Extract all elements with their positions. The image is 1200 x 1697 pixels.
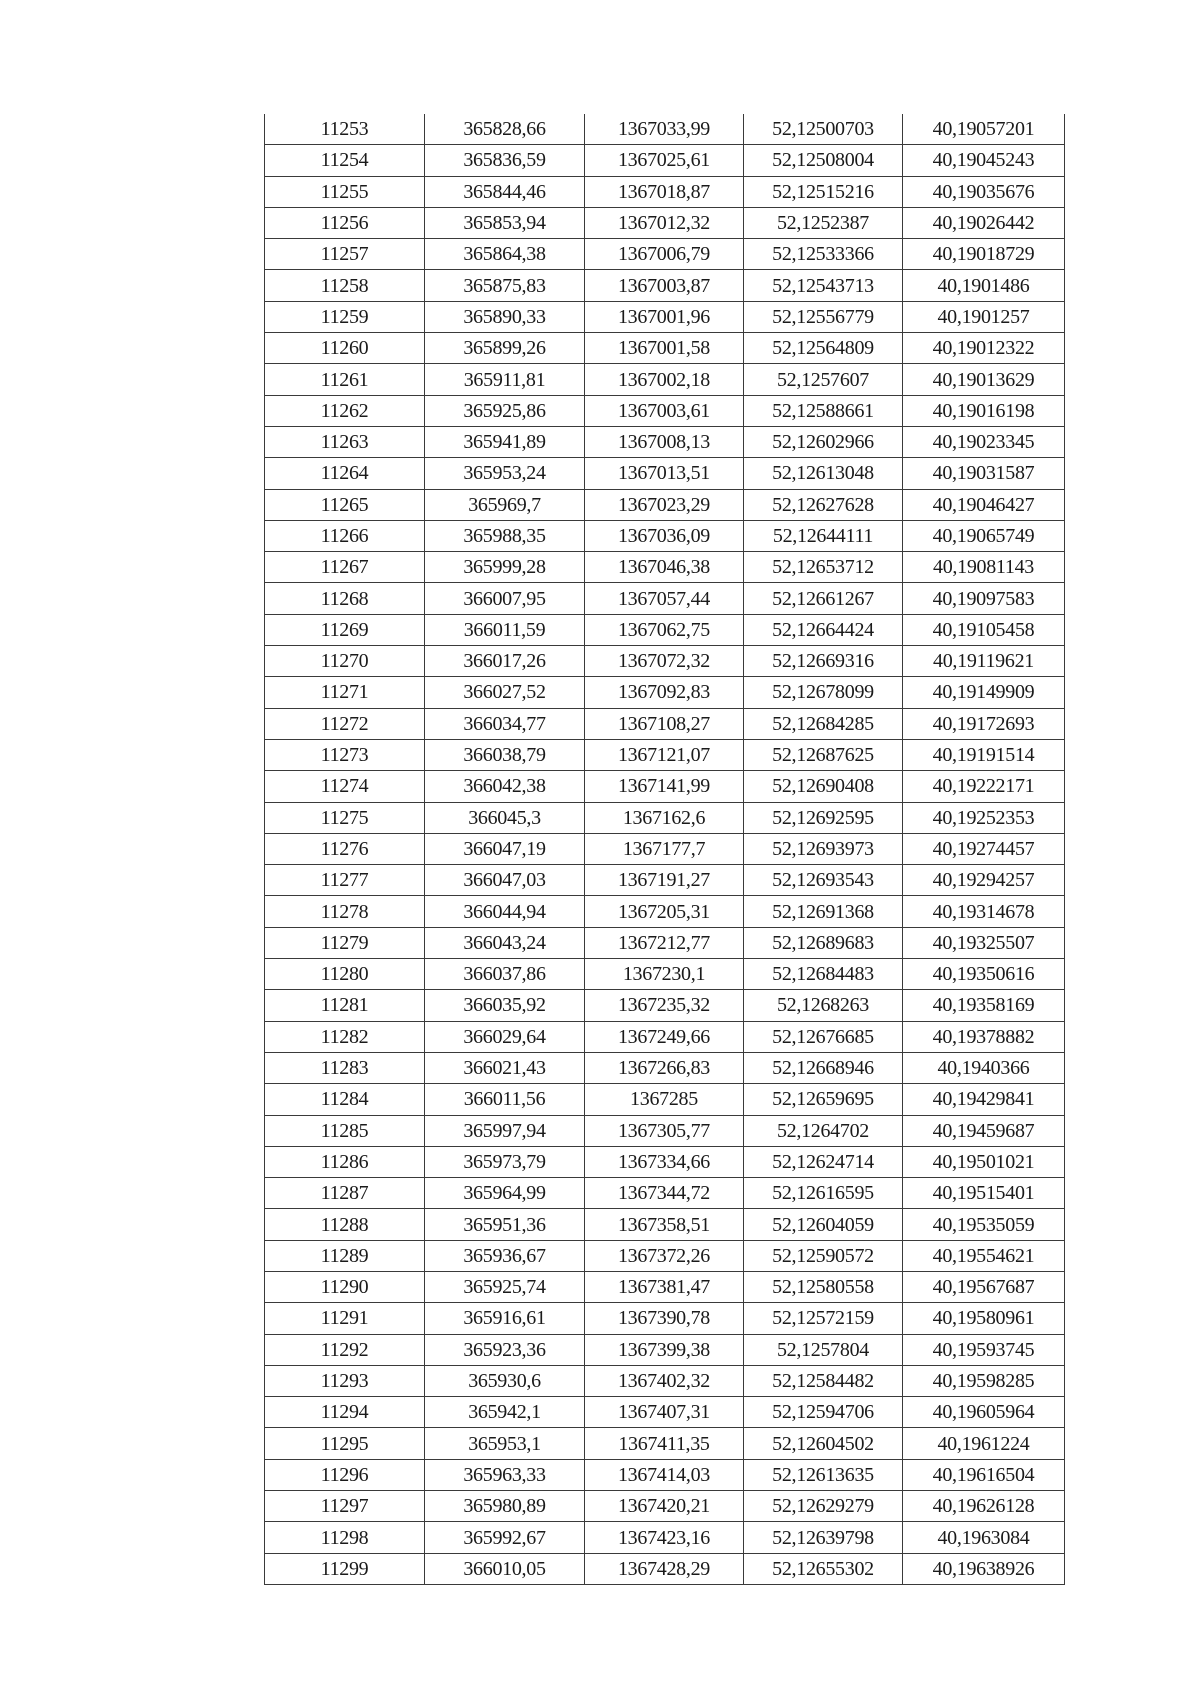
longitude-cell: 40,19515401 <box>903 1178 1065 1209</box>
latitude-cell: 52,12543713 <box>744 270 903 301</box>
table-row <box>265 614 1065 645</box>
y-coordinate-cell: 1367001,96 <box>585 301 744 332</box>
table-row <box>265 1115 1065 1146</box>
longitude-cell: 40,19593745 <box>903 1334 1065 1365</box>
x-coordinate-cell: 365925,86 <box>425 395 585 426</box>
x-coordinate-cell: 365997,94 <box>425 1115 585 1146</box>
longitude-cell: 40,19378882 <box>903 1021 1065 1052</box>
y-coordinate-cell: 1367002,18 <box>585 364 744 395</box>
table-row <box>265 364 1065 395</box>
longitude-cell: 40,19026442 <box>903 207 1065 238</box>
longitude-cell: 40,19314678 <box>903 896 1065 927</box>
x-coordinate-cell: 366044,94 <box>425 896 585 927</box>
point-number-cell: 11274 <box>265 771 425 802</box>
coordinates-table-body <box>265 114 1065 1584</box>
point-number-cell: 11275 <box>265 802 425 833</box>
point-number-cell: 11278 <box>265 896 425 927</box>
longitude-cell: 40,1901486 <box>903 270 1065 301</box>
longitude-cell: 40,19501021 <box>903 1146 1065 1177</box>
table-row <box>265 865 1065 896</box>
table-row <box>265 1178 1065 1209</box>
table-row <box>265 207 1065 238</box>
x-coordinate-cell: 365836,59 <box>425 145 585 176</box>
x-coordinate-cell: 365923,36 <box>425 1334 585 1365</box>
point-number-cell: 11260 <box>265 333 425 364</box>
longitude-cell: 40,19119621 <box>903 646 1065 677</box>
point-number-cell: 11262 <box>265 395 425 426</box>
longitude-cell: 40,19046427 <box>903 489 1065 520</box>
table-row <box>265 1084 1065 1115</box>
point-number-cell: 11255 <box>265 176 425 207</box>
x-coordinate-cell: 365942,1 <box>425 1397 585 1428</box>
latitude-cell: 52,12629279 <box>744 1491 903 1522</box>
y-coordinate-cell: 1367407,31 <box>585 1397 744 1428</box>
latitude-cell: 52,12639798 <box>744 1522 903 1553</box>
latitude-cell: 52,1257804 <box>744 1334 903 1365</box>
x-coordinate-cell: 365992,67 <box>425 1522 585 1553</box>
longitude-cell: 40,19065749 <box>903 520 1065 551</box>
y-coordinate-cell: 1367428,29 <box>585 1553 744 1584</box>
latitude-cell: 52,12588661 <box>744 395 903 426</box>
latitude-cell: 52,12644111 <box>744 520 903 551</box>
latitude-cell: 52,12664424 <box>744 614 903 645</box>
y-coordinate-cell: 1367372,26 <box>585 1240 744 1271</box>
latitude-cell: 52,12678099 <box>744 677 903 708</box>
point-number-cell: 11280 <box>265 959 425 990</box>
latitude-cell: 52,12604502 <box>744 1428 903 1459</box>
point-number-cell: 11288 <box>265 1209 425 1240</box>
table-row <box>265 927 1065 958</box>
longitude-cell: 40,19358169 <box>903 990 1065 1021</box>
latitude-cell: 52,12655302 <box>744 1553 903 1584</box>
latitude-cell: 52,1252387 <box>744 207 903 238</box>
point-number-cell: 11256 <box>265 207 425 238</box>
y-coordinate-cell: 1367006,79 <box>585 239 744 270</box>
table-row <box>265 176 1065 207</box>
latitude-cell: 52,12684285 <box>744 708 903 739</box>
latitude-cell: 52,12659695 <box>744 1084 903 1115</box>
y-coordinate-cell: 1367381,47 <box>585 1271 744 1302</box>
longitude-cell: 40,19016198 <box>903 395 1065 426</box>
x-coordinate-cell: 365864,38 <box>425 239 585 270</box>
longitude-cell: 40,19294257 <box>903 865 1065 896</box>
x-coordinate-cell: 365964,99 <box>425 1178 585 1209</box>
x-coordinate-cell: 366010,05 <box>425 1553 585 1584</box>
point-number-cell: 11272 <box>265 708 425 739</box>
table-row <box>265 990 1065 1021</box>
table-row <box>265 1365 1065 1396</box>
table-row <box>265 239 1065 270</box>
table-row <box>265 333 1065 364</box>
y-coordinate-cell: 1367141,99 <box>585 771 744 802</box>
table-row <box>265 1052 1065 1083</box>
x-coordinate-cell: 365963,33 <box>425 1459 585 1490</box>
table-row <box>265 1334 1065 1365</box>
x-coordinate-cell: 365941,89 <box>425 426 585 457</box>
latitude-cell: 52,12584482 <box>744 1365 903 1396</box>
latitude-cell: 52,12687625 <box>744 739 903 770</box>
longitude-cell: 40,19045243 <box>903 145 1065 176</box>
point-number-cell: 11271 <box>265 677 425 708</box>
longitude-cell: 40,19626128 <box>903 1491 1065 1522</box>
y-coordinate-cell: 1367399,38 <box>585 1334 744 1365</box>
point-number-cell: 11257 <box>265 239 425 270</box>
longitude-cell: 40,19598285 <box>903 1365 1065 1396</box>
point-number-cell: 11296 <box>265 1459 425 1490</box>
x-coordinate-cell: 366042,38 <box>425 771 585 802</box>
longitude-cell: 40,19035676 <box>903 176 1065 207</box>
y-coordinate-cell: 1367191,27 <box>585 865 744 896</box>
longitude-cell: 40,19105458 <box>903 614 1065 645</box>
table-row <box>265 1397 1065 1428</box>
point-number-cell: 11289 <box>265 1240 425 1271</box>
longitude-cell: 40,19018729 <box>903 239 1065 270</box>
x-coordinate-cell: 365980,89 <box>425 1491 585 1522</box>
x-coordinate-cell: 366027,52 <box>425 677 585 708</box>
point-number-cell: 11268 <box>265 583 425 614</box>
longitude-cell: 40,19567687 <box>903 1271 1065 1302</box>
latitude-cell: 52,12613048 <box>744 458 903 489</box>
point-number-cell: 11290 <box>265 1271 425 1302</box>
table-row <box>265 646 1065 677</box>
table-row <box>265 520 1065 551</box>
latitude-cell: 52,12676685 <box>744 1021 903 1052</box>
x-coordinate-cell: 365953,1 <box>425 1428 585 1459</box>
longitude-cell: 40,19023345 <box>903 426 1065 457</box>
latitude-cell: 52,1268263 <box>744 990 903 1021</box>
table-row <box>265 1459 1065 1490</box>
y-coordinate-cell: 1367420,21 <box>585 1491 744 1522</box>
latitude-cell: 52,1264702 <box>744 1115 903 1146</box>
x-coordinate-cell: 365890,33 <box>425 301 585 332</box>
longitude-cell: 40,19616504 <box>903 1459 1065 1490</box>
y-coordinate-cell: 1367411,35 <box>585 1428 744 1459</box>
x-coordinate-cell: 365911,81 <box>425 364 585 395</box>
table-row <box>265 489 1065 520</box>
x-coordinate-cell: 365951,36 <box>425 1209 585 1240</box>
longitude-cell: 40,19325507 <box>903 927 1065 958</box>
longitude-cell: 40,19459687 <box>903 1115 1065 1146</box>
y-coordinate-cell: 1367012,32 <box>585 207 744 238</box>
longitude-cell: 40,19149909 <box>903 677 1065 708</box>
y-coordinate-cell: 1367212,77 <box>585 927 744 958</box>
x-coordinate-cell: 365916,61 <box>425 1303 585 1334</box>
latitude-cell: 52,12602966 <box>744 426 903 457</box>
table-row <box>265 395 1065 426</box>
point-number-cell: 11279 <box>265 927 425 958</box>
x-coordinate-cell: 365988,35 <box>425 520 585 551</box>
table-row <box>265 1428 1065 1459</box>
table-row <box>265 802 1065 833</box>
y-coordinate-cell: 1367205,31 <box>585 896 744 927</box>
latitude-cell: 52,12500703 <box>744 114 903 145</box>
y-coordinate-cell: 1367423,16 <box>585 1522 744 1553</box>
y-coordinate-cell: 1367025,61 <box>585 145 744 176</box>
latitude-cell: 52,12693543 <box>744 865 903 896</box>
table-row <box>265 145 1065 176</box>
x-coordinate-cell: 366017,26 <box>425 646 585 677</box>
point-number-cell: 11259 <box>265 301 425 332</box>
y-coordinate-cell: 1367036,09 <box>585 520 744 551</box>
x-coordinate-cell: 365936,67 <box>425 1240 585 1271</box>
y-coordinate-cell: 1367177,7 <box>585 833 744 864</box>
y-coordinate-cell: 1367305,77 <box>585 1115 744 1146</box>
latitude-cell: 52,12616595 <box>744 1178 903 1209</box>
table-row <box>265 1553 1065 1584</box>
latitude-cell: 52,12668946 <box>744 1052 903 1083</box>
longitude-cell: 40,19535059 <box>903 1209 1065 1240</box>
longitude-cell: 40,19605964 <box>903 1397 1065 1428</box>
table-row <box>265 1271 1065 1302</box>
table-row <box>265 114 1065 145</box>
table-row <box>265 1303 1065 1334</box>
latitude-cell: 52,12594706 <box>744 1397 903 1428</box>
point-number-cell: 11277 <box>265 865 425 896</box>
table-row <box>265 552 1065 583</box>
x-coordinate-cell: 366038,79 <box>425 739 585 770</box>
longitude-cell: 40,1940366 <box>903 1052 1065 1083</box>
x-coordinate-cell: 365973,79 <box>425 1146 585 1177</box>
longitude-cell: 40,19097583 <box>903 583 1065 614</box>
x-coordinate-cell: 366011,59 <box>425 614 585 645</box>
longitude-cell: 40,19274457 <box>903 833 1065 864</box>
x-coordinate-cell: 366045,3 <box>425 802 585 833</box>
point-number-cell: 11285 <box>265 1115 425 1146</box>
latitude-cell: 52,12669316 <box>744 646 903 677</box>
x-coordinate-cell: 366037,86 <box>425 959 585 990</box>
y-coordinate-cell: 1367402,32 <box>585 1365 744 1396</box>
y-coordinate-cell: 1367046,38 <box>585 552 744 583</box>
y-coordinate-cell: 1367062,75 <box>585 614 744 645</box>
latitude-cell: 52,12613635 <box>744 1459 903 1490</box>
y-coordinate-cell: 1367344,72 <box>585 1178 744 1209</box>
point-number-cell: 11273 <box>265 739 425 770</box>
table-row <box>265 1021 1065 1052</box>
table-row <box>265 677 1065 708</box>
point-number-cell: 11292 <box>265 1334 425 1365</box>
x-coordinate-cell: 366035,92 <box>425 990 585 1021</box>
latitude-cell: 52,12627628 <box>744 489 903 520</box>
latitude-cell: 52,12590572 <box>744 1240 903 1271</box>
point-number-cell: 11286 <box>265 1146 425 1177</box>
table-row <box>265 739 1065 770</box>
x-coordinate-cell: 366011,56 <box>425 1084 585 1115</box>
y-coordinate-cell: 1367008,13 <box>585 426 744 457</box>
longitude-cell: 40,19638926 <box>903 1553 1065 1584</box>
latitude-cell: 52,12604059 <box>744 1209 903 1240</box>
x-coordinate-cell: 365969,7 <box>425 489 585 520</box>
point-number-cell: 11254 <box>265 145 425 176</box>
x-coordinate-cell: 365828,66 <box>425 114 585 145</box>
longitude-cell: 40,19191514 <box>903 739 1065 770</box>
point-number-cell: 11299 <box>265 1553 425 1584</box>
latitude-cell: 52,1257607 <box>744 364 903 395</box>
point-number-cell: 11294 <box>265 1397 425 1428</box>
point-number-cell: 11293 <box>265 1365 425 1396</box>
table-row <box>265 270 1065 301</box>
table-row <box>265 301 1065 332</box>
x-coordinate-cell: 365899,26 <box>425 333 585 364</box>
coordinates-table <box>264 114 1065 1585</box>
y-coordinate-cell: 1367235,32 <box>585 990 744 1021</box>
latitude-cell: 52,12691368 <box>744 896 903 927</box>
point-number-cell: 11261 <box>265 364 425 395</box>
point-number-cell: 11297 <box>265 1491 425 1522</box>
table-row <box>265 708 1065 739</box>
y-coordinate-cell: 1367230,1 <box>585 959 744 990</box>
table-row <box>265 771 1065 802</box>
longitude-cell: 40,19554621 <box>903 1240 1065 1271</box>
x-coordinate-cell: 366043,24 <box>425 927 585 958</box>
x-coordinate-cell: 365930,6 <box>425 1365 585 1396</box>
latitude-cell: 52,12580558 <box>744 1271 903 1302</box>
point-number-cell: 11265 <box>265 489 425 520</box>
y-coordinate-cell: 1367121,07 <box>585 739 744 770</box>
x-coordinate-cell: 366047,19 <box>425 833 585 864</box>
y-coordinate-cell: 1367334,66 <box>585 1146 744 1177</box>
y-coordinate-cell: 1367108,27 <box>585 708 744 739</box>
latitude-cell: 52,12564809 <box>744 333 903 364</box>
table-row <box>265 959 1065 990</box>
point-number-cell: 11276 <box>265 833 425 864</box>
point-number-cell: 11298 <box>265 1522 425 1553</box>
longitude-cell: 40,1901257 <box>903 301 1065 332</box>
table-row <box>265 833 1065 864</box>
longitude-cell: 40,19031587 <box>903 458 1065 489</box>
x-coordinate-cell: 365853,94 <box>425 207 585 238</box>
latitude-cell: 52,12515216 <box>744 176 903 207</box>
table-row <box>265 426 1065 457</box>
point-number-cell: 11267 <box>265 552 425 583</box>
latitude-cell: 52,12556779 <box>744 301 903 332</box>
point-number-cell: 11283 <box>265 1052 425 1083</box>
longitude-cell: 40,19580961 <box>903 1303 1065 1334</box>
y-coordinate-cell: 1367018,87 <box>585 176 744 207</box>
latitude-cell: 52,12508004 <box>744 145 903 176</box>
y-coordinate-cell: 1367057,44 <box>585 583 744 614</box>
table-row <box>265 1146 1065 1177</box>
point-number-cell: 11253 <box>265 114 425 145</box>
y-coordinate-cell: 1367001,58 <box>585 333 744 364</box>
y-coordinate-cell: 1367072,32 <box>585 646 744 677</box>
longitude-cell: 40,19012322 <box>903 333 1065 364</box>
point-number-cell: 11258 <box>265 270 425 301</box>
latitude-cell: 52,12624714 <box>744 1146 903 1177</box>
y-coordinate-cell: 1367023,29 <box>585 489 744 520</box>
table-row <box>265 458 1065 489</box>
point-number-cell: 11269 <box>265 614 425 645</box>
x-coordinate-cell: 366034,77 <box>425 708 585 739</box>
latitude-cell: 52,12572159 <box>744 1303 903 1334</box>
y-coordinate-cell: 1367358,51 <box>585 1209 744 1240</box>
longitude-cell: 40,19350616 <box>903 959 1065 990</box>
longitude-cell: 40,19172693 <box>903 708 1065 739</box>
y-coordinate-cell: 1367390,78 <box>585 1303 744 1334</box>
y-coordinate-cell: 1367092,83 <box>585 677 744 708</box>
latitude-cell: 52,12653712 <box>744 552 903 583</box>
y-coordinate-cell: 1367013,51 <box>585 458 744 489</box>
point-number-cell: 11270 <box>265 646 425 677</box>
y-coordinate-cell: 1367285 <box>585 1084 744 1115</box>
point-number-cell: 11291 <box>265 1303 425 1334</box>
y-coordinate-cell: 1367162,6 <box>585 802 744 833</box>
latitude-cell: 52,12684483 <box>744 959 903 990</box>
point-number-cell: 11284 <box>265 1084 425 1115</box>
table-row <box>265 1209 1065 1240</box>
table-row <box>265 1491 1065 1522</box>
latitude-cell: 52,12661267 <box>744 583 903 614</box>
point-number-cell: 11263 <box>265 426 425 457</box>
x-coordinate-cell: 365999,28 <box>425 552 585 583</box>
latitude-cell: 52,12689683 <box>744 927 903 958</box>
longitude-cell: 40,19222171 <box>903 771 1065 802</box>
longitude-cell: 40,19081143 <box>903 552 1065 583</box>
point-number-cell: 11295 <box>265 1428 425 1459</box>
table-row <box>265 1522 1065 1553</box>
point-number-cell: 11264 <box>265 458 425 489</box>
point-number-cell: 11282 <box>265 1021 425 1052</box>
x-coordinate-cell: 366047,03 <box>425 865 585 896</box>
x-coordinate-cell: 365953,24 <box>425 458 585 489</box>
y-coordinate-cell: 1367249,66 <box>585 1021 744 1052</box>
x-coordinate-cell: 365875,83 <box>425 270 585 301</box>
x-coordinate-cell: 366007,95 <box>425 583 585 614</box>
point-number-cell: 11266 <box>265 520 425 551</box>
longitude-cell: 40,19057201 <box>903 114 1065 145</box>
table-row <box>265 896 1065 927</box>
longitude-cell: 40,1961224 <box>903 1428 1065 1459</box>
longitude-cell: 40,19013629 <box>903 364 1065 395</box>
x-coordinate-cell: 365844,46 <box>425 176 585 207</box>
y-coordinate-cell: 1367414,03 <box>585 1459 744 1490</box>
x-coordinate-cell: 365925,74 <box>425 1271 585 1302</box>
latitude-cell: 52,12692595 <box>744 802 903 833</box>
latitude-cell: 52,12533366 <box>744 239 903 270</box>
x-coordinate-cell: 366021,43 <box>425 1052 585 1083</box>
point-number-cell: 11287 <box>265 1178 425 1209</box>
longitude-cell: 40,1963084 <box>903 1522 1065 1553</box>
y-coordinate-cell: 1367266,83 <box>585 1052 744 1083</box>
point-number-cell: 11281 <box>265 990 425 1021</box>
latitude-cell: 52,12690408 <box>744 771 903 802</box>
longitude-cell: 40,19252353 <box>903 802 1065 833</box>
longitude-cell: 40,19429841 <box>903 1084 1065 1115</box>
latitude-cell: 52,12693973 <box>744 833 903 864</box>
y-coordinate-cell: 1367003,61 <box>585 395 744 426</box>
y-coordinate-cell: 1367033,99 <box>585 114 744 145</box>
table-row <box>265 1240 1065 1271</box>
table-row <box>265 583 1065 614</box>
y-coordinate-cell: 1367003,87 <box>585 270 744 301</box>
x-coordinate-cell: 366029,64 <box>425 1021 585 1052</box>
